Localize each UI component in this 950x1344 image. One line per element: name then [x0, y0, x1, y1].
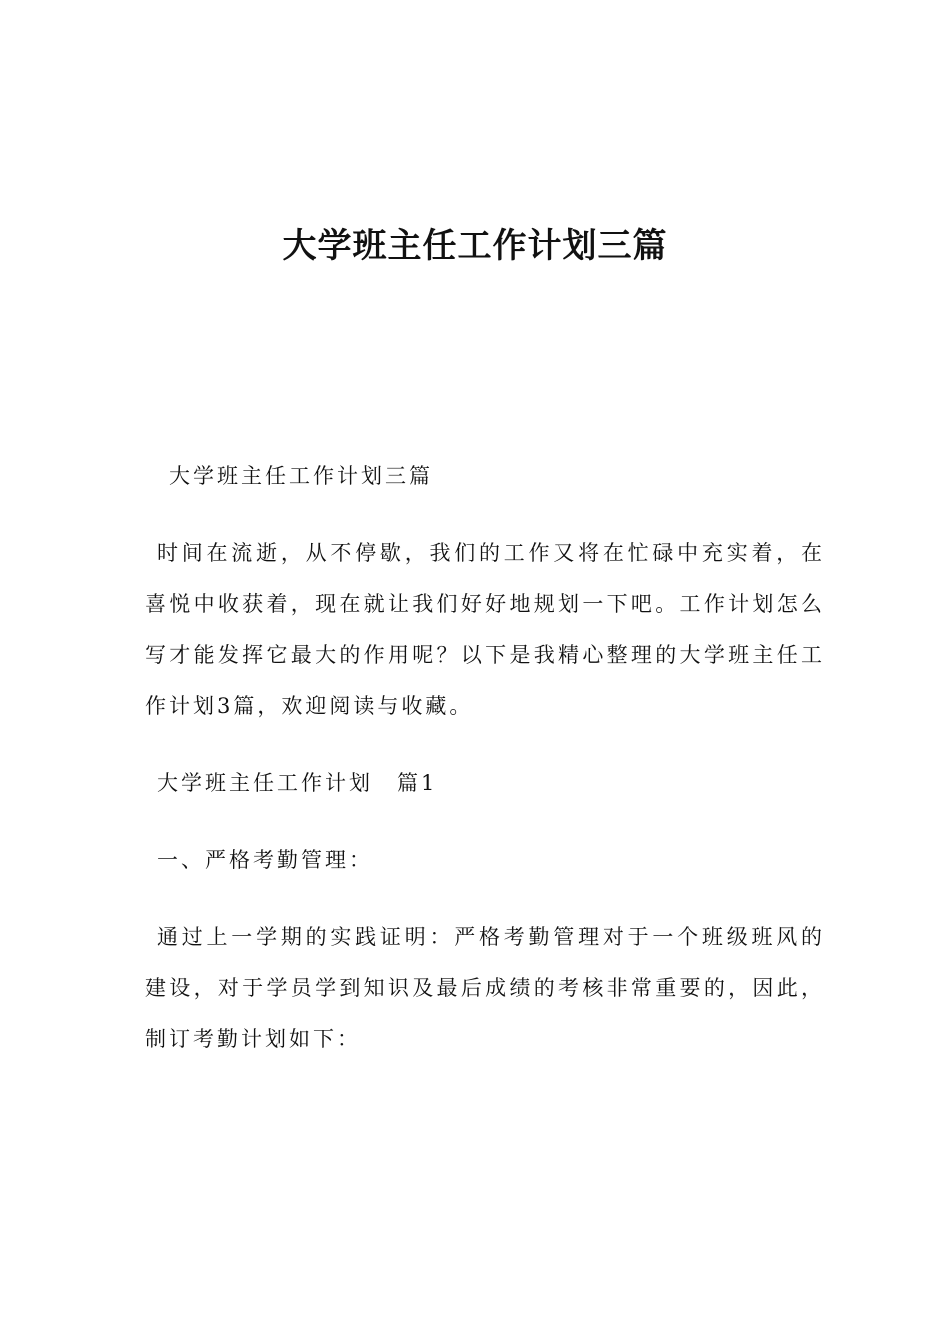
document-title: 大学班主任工作计划三篇 [282, 226, 668, 266]
subtitle-paragraph: 大学班主任工作计划三篇 [169, 464, 433, 488]
intro-paragraph: 时间在流逝，从不停歇，我们的工作又将在忙碌中充实着，在喜悦中收获着，现在就让我们好好地规划一下吧。工作计划怎么写才能发挥它最大的作用呢？以下是我精心整理的大学班主任工作计划3篇，欢迎阅读与收藏。 [145, 541, 825, 718]
subsection-heading: 一、严格考勤管理： [157, 848, 373, 872]
body-paragraph: 通过上一学期的实践证明：严格考勤管理对于一个班级班风的建设，对于学员学到知识及最后成绩的考核非常重要的，因此，制订考勤计划如下： [145, 925, 825, 1051]
section-heading: 大学班主任工作计划 篇1 [157, 771, 438, 795]
document-body [145, 451, 825, 1091]
